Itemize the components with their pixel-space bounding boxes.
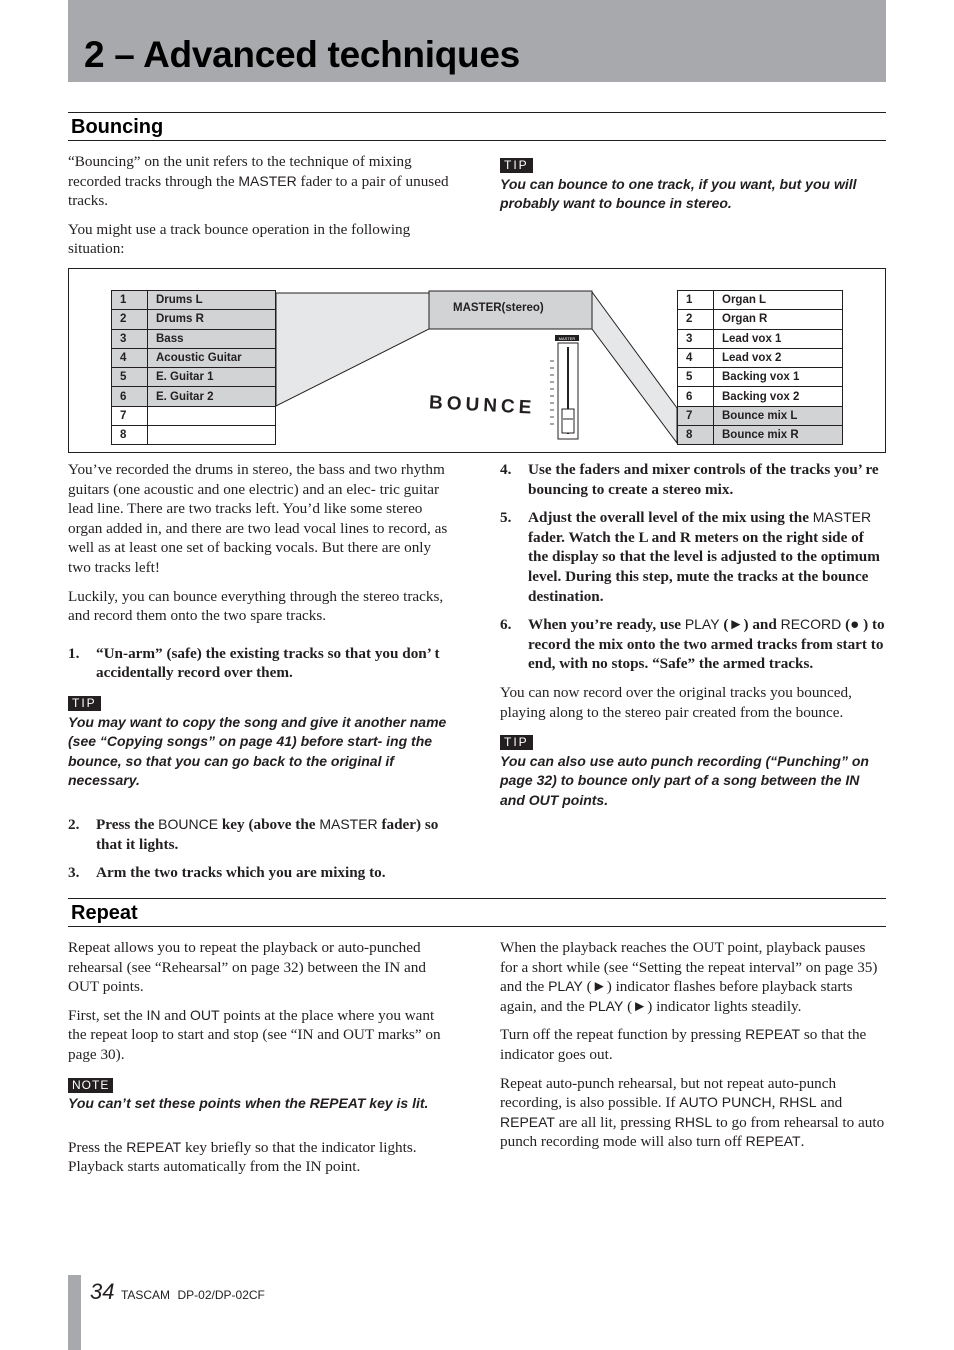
track-row xyxy=(112,406,276,425)
track-name: Lead vox 2 xyxy=(714,348,843,367)
step-number: 6. xyxy=(500,616,512,634)
track-name: Bounce mix R xyxy=(714,426,843,445)
step-number: 2. xyxy=(68,815,80,833)
step-3 xyxy=(68,863,456,883)
track-name: E. Guitar 1 xyxy=(148,368,276,387)
track-row xyxy=(678,329,843,348)
step-1 xyxy=(68,644,456,683)
bounce-diagram xyxy=(68,268,886,453)
step-number: 1. xyxy=(68,644,80,662)
track-number: 6 xyxy=(678,387,714,406)
source-tracks-table xyxy=(111,290,276,445)
tip-label: TIP xyxy=(68,696,101,711)
paragraph: Repeat allows you to repeat the playback or auto-punched rehearsal (see “Rehearsal” on page 32) between the IN and OUT points. xyxy=(68,939,426,996)
left-funnel xyxy=(276,293,429,406)
track-name xyxy=(148,406,276,425)
footer-bar xyxy=(68,1275,81,1350)
step-6: 6. When you’re ready, use PLAY (►) and RECORD (● ) to record the mix onto the two armed tracks from start to end, with no stops. “Safe” the armed tracks. xyxy=(500,616,885,673)
repeat-left-column xyxy=(68,938,456,1186)
paragraph: Turn off the repeat function by pressing REPEAT so that the indicator goes out. xyxy=(500,1026,867,1063)
fader-ticks xyxy=(550,361,554,424)
track-number: 2 xyxy=(678,310,714,329)
track-number: 1 xyxy=(112,291,148,310)
track-row xyxy=(112,368,276,387)
section-header-repeat xyxy=(68,898,886,927)
tip-box xyxy=(500,155,888,223)
track-number: 7 xyxy=(112,406,148,425)
track-row xyxy=(112,310,276,329)
step-number: 5. xyxy=(500,509,512,527)
track-name: Acoustic Guitar xyxy=(148,348,276,367)
tip-text: You can also use auto punch recording (“Punching” on page 32) to bounce only part of a song between the IN and OUT points. xyxy=(500,752,869,808)
destination-tracks-table xyxy=(677,290,843,445)
step-text: “Un-arm” (safe) the existing tracks so that you don’ t accidentally record over them. xyxy=(96,644,440,682)
track-name: Backing vox 1 xyxy=(714,368,843,387)
chapter-title: 2 – Advanced techniques xyxy=(84,34,520,75)
track-row xyxy=(678,406,843,425)
track-row xyxy=(112,426,276,445)
step-number: 3. xyxy=(68,864,80,882)
track-row xyxy=(678,368,843,387)
track-name: Backing vox 2 xyxy=(714,387,843,406)
track-name: Organ R xyxy=(714,310,843,329)
track-number: 4 xyxy=(112,348,148,367)
section-title: Bouncing xyxy=(71,116,164,138)
track-number: 3 xyxy=(678,329,714,348)
fader-label: MASTER xyxy=(558,336,576,341)
paragraph: Press the REPEAT key briefly so that the indicator lights. Playback starts automatically from the IN point. xyxy=(68,1138,417,1176)
track-row xyxy=(678,426,843,445)
repeat-right-column xyxy=(500,938,886,1161)
track-row xyxy=(678,387,843,406)
track-name: E. Guitar 2 xyxy=(148,387,276,406)
track-row xyxy=(112,291,276,310)
master-stereo-label: MASTER(stereo) xyxy=(453,302,544,314)
step-5: 5. Adjust the overall level of the mix using the MASTER fader. Watch the L and R meters on the right side of the display so that the level is adjusted to the optimum level. During this step, mute the tracks at the bounce destination. xyxy=(500,509,880,605)
track-row xyxy=(678,291,843,310)
step-text: Arm the two tracks which you are mixing to. xyxy=(96,864,386,882)
tip-text: You can bounce to one track, if you want, but you will probably want to bounce in stereo. xyxy=(500,175,857,212)
brand-name: TASCAM xyxy=(120,1288,171,1302)
step-2: 2. Press the BOUNCE key (above the MASTER fader) so that it lights. xyxy=(68,815,439,853)
tip-label: TIP xyxy=(500,735,533,750)
track-number: 8 xyxy=(112,426,148,445)
model-name: DP-02/DP-02CF xyxy=(177,1288,265,1302)
paragraph: You can now record over the original tracks you bounced, playing along to the stereo pair created from the bounce. xyxy=(500,683,852,721)
step-4 xyxy=(500,460,886,499)
section-title: Repeat xyxy=(71,902,138,924)
right-funnel xyxy=(592,292,677,443)
bouncing-right-column xyxy=(500,460,886,820)
track-number: 3 xyxy=(112,329,148,348)
track-row xyxy=(112,348,276,367)
track-number: 7 xyxy=(678,406,714,425)
step-number: 4. xyxy=(500,461,512,478)
track-name: Organ L xyxy=(714,291,843,310)
bouncing-left-column xyxy=(68,460,456,892)
tip-text: You may want to copy the song and give it another name (see “Copying songs” on page 41) before start- ing the bounce, so that you can go back to the original if necessary. xyxy=(68,713,447,789)
track-name: Bounce mix L xyxy=(714,406,843,425)
step-text: Use the faders and mixer controls of the tracks you’ re bouncing to create a stereo mix. xyxy=(528,461,879,498)
track-row xyxy=(678,348,843,367)
intro-paragraph-2: You might use a track bounce operation in the following situation: xyxy=(68,220,411,258)
chapter-banner xyxy=(68,0,886,82)
track-number: 5 xyxy=(678,368,714,387)
paragraph: When the playback reaches the OUT point, playback pauses for a short while (see “Setting the repeat interval” on page 35) and the PLAY (►) indicator flashes before playback starts again, and the PLAY (►) indicator lights steadily. xyxy=(500,939,878,1015)
track-number: 2 xyxy=(112,310,148,329)
paragraph: Luckily, you can bounce everything through the stereo tracks, and record them onto the two spare tracks. xyxy=(68,587,444,625)
fader-knob xyxy=(562,409,574,433)
note-label: NOTE xyxy=(68,1078,113,1093)
tip-box xyxy=(500,732,886,810)
track-number: 6 xyxy=(112,387,148,406)
note-box xyxy=(68,1075,456,1114)
bounce-key-label: BOUNCE xyxy=(428,392,536,419)
paragraph: First, set the IN and OUT points at the place where you want the repeat loop to start and stop (see “IN and OUT marks” on page 30). xyxy=(68,1006,441,1063)
track-number: 4 xyxy=(678,348,714,367)
track-number: 5 xyxy=(112,368,148,387)
track-name xyxy=(148,426,276,445)
track-name: Drums R xyxy=(148,310,276,329)
paragraph: Repeat auto-punch rehearsal, but not repeat auto-punch recording, is also possible. If AUTO PUNCH, RHSL and REPEAT are all lit, pressing RHSL to go from rehearsal to auto punch recording mode will also turn off REPEAT. xyxy=(500,1074,885,1151)
track-row xyxy=(112,387,276,406)
paragraph: You’ve recorded the drums in stereo, the bass and two rhythm guitars (one acoustic and one electric) and an elec- tric guitar lead line. There are two tracks left. You’d like some stereo organ added in, and there are two lead vocal lines to record, as well as at least one set of backing vocals. But there are only two tracks left! xyxy=(68,461,448,576)
page-number: 34 xyxy=(90,1279,115,1304)
tip-box xyxy=(68,693,456,791)
intro-paragraph-1: “Bouncing” on the unit refers to the technique of mixing recorded tracks through the MASTER fader to a pair of unused tracks. xyxy=(68,153,449,210)
page-footer xyxy=(90,1279,265,1305)
track-row xyxy=(112,329,276,348)
section-header-bouncing xyxy=(68,112,886,141)
track-row xyxy=(678,310,843,329)
tip-label: TIP xyxy=(500,158,533,173)
track-name: Lead vox 1 xyxy=(714,329,843,348)
track-number: 1 xyxy=(678,291,714,310)
note-text: You can’t set these points when the REPEAT key is lit. xyxy=(68,1095,429,1112)
track-name: Drums L xyxy=(148,291,276,310)
track-number: 8 xyxy=(678,426,714,445)
bouncing-intro xyxy=(68,152,456,268)
track-name: Bass xyxy=(148,329,276,348)
